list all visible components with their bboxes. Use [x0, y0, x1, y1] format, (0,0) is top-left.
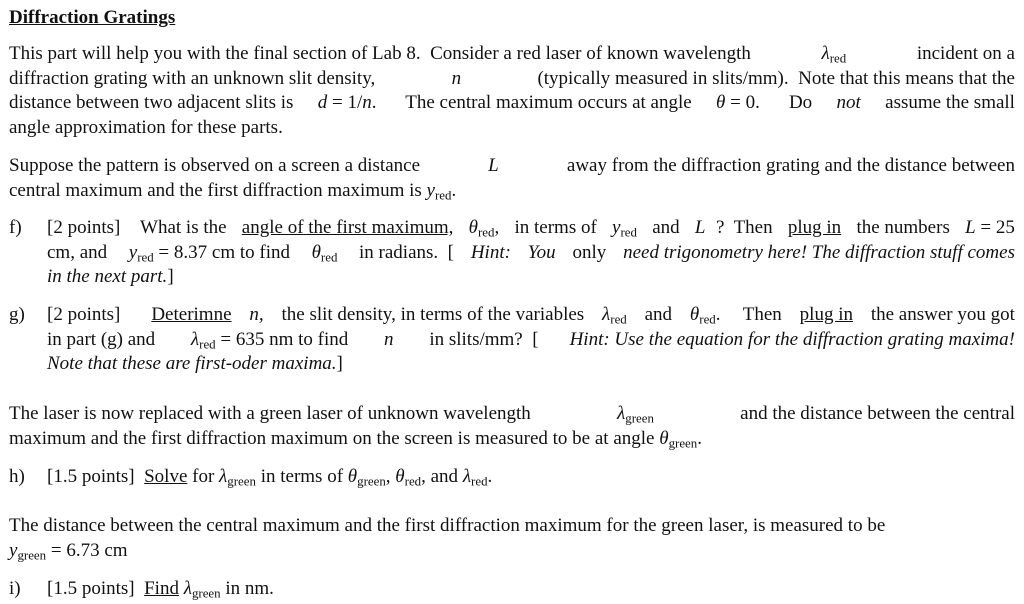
y-red-symbol: $y_{red}$: [612, 217, 637, 240]
lambda-red-symbol: $\lambda_{red}$.: [462, 466, 493, 489]
hint-text: Note that these are first-oder maxima.: [47, 353, 337, 374]
text: (typically measured in slits/mm). Note that this means that the: [532, 67, 1015, 89]
lambda-red-value: $\lambda_{red} = 635$ nm to find: [190, 328, 354, 352]
theta-red-symbol: $\theta_{red}$.: [689, 304, 721, 327]
underlined-text: Deterimne: [151, 304, 232, 325]
L-value: L = 25: [965, 217, 1015, 238]
text: for: [187, 466, 220, 487]
points: [1.5 points]: [47, 466, 135, 487]
hint-emphasis: only: [572, 241, 607, 263]
lambda-red-symbol: $\lambda_{red}$: [821, 43, 847, 66]
text: in nm.: [220, 578, 274, 599]
green-distance-paragraph: [9, 514, 1015, 563]
points: [1.5 points]: [47, 578, 135, 599]
points: [2 points]: [47, 217, 121, 238]
bracket: ]: [336, 353, 343, 374]
theta-green-symbol: $\theta_{green}$,: [347, 466, 396, 489]
text: cm, and: [47, 241, 112, 263]
bracket: ]: [167, 266, 174, 287]
text: and: [639, 304, 677, 325]
text: the slit density, in terms of the variables: [276, 304, 589, 325]
emphasis: not: [836, 92, 861, 113]
text: angle approximation for these parts.: [9, 116, 283, 138]
text: What is the: [130, 217, 232, 238]
text: and the distance between the central: [735, 403, 1015, 424]
text: in slits/mm? [: [424, 328, 539, 350]
y-red-value: $y_{red} = 8.37$ cm to find: [128, 241, 295, 265]
underlined-text: plug in: [799, 304, 853, 325]
theta-red-symbol: $\theta_{red}$: [311, 241, 338, 265]
n-symbol: n,: [244, 304, 264, 325]
hint-text: in the next part.: [47, 266, 168, 287]
y-red-symbol: $y_{red}$.: [426, 179, 457, 203]
theta-zero-equation: θ = 0.: [716, 92, 760, 113]
text: Do: [779, 92, 817, 113]
text: maximum and the first diffraction maximum on the screen is measured to be at angle: [9, 427, 660, 449]
section-title: Diffraction Gratings: [9, 7, 176, 28]
text: The distance between the central maximum and the first diffraction maximum for the green laser, is measured to be: [9, 515, 886, 536]
text: and: [430, 466, 463, 487]
intro-paragraph: [9, 42, 1015, 140]
text: incident on a: [912, 43, 1015, 64]
theta-red-symbol: $\theta_{red}$,: [468, 217, 500, 240]
underlined-text: Solve: [144, 466, 188, 487]
text: This part will help you with the final section of Lab 8. Consider a red laser of known wavelength: [9, 43, 756, 64]
question-label: h): [9, 466, 25, 487]
text: The central maximum occurs at angle: [396, 92, 697, 113]
question-label: g): [9, 304, 25, 325]
points: [2 points]: [47, 304, 121, 325]
underlined-text: angle of the first maximum,: [241, 217, 454, 238]
text: in terms of: [509, 217, 602, 238]
lambda-green-symbol: $\lambda_{green}$: [617, 403, 654, 426]
text: and: [647, 217, 685, 238]
text: away from the diffraction grating and the distance between: [562, 155, 1015, 176]
text: central maximum and the first diffraction maximum is: [9, 179, 427, 201]
n-symbol: n: [384, 328, 394, 350]
L-symbol: L: [488, 155, 499, 176]
question-label: f): [9, 217, 22, 238]
text: the numbers: [851, 217, 955, 238]
hint-text: need trigonometry here! The diffraction stuff comes: [623, 241, 1015, 263]
text: Then: [733, 304, 787, 325]
text: distance between two adjacent slits is: [9, 92, 299, 113]
hint-text: Hint: Use the equation for the diffraction grating maxima!: [569, 328, 1015, 350]
lambda-green-symbol: $\lambda_{green}$: [219, 466, 256, 489]
L-symbol: L: [694, 217, 706, 238]
lambda-red-symbol: $\lambda_{red}$: [602, 304, 627, 327]
screen-paragraph: [9, 154, 1015, 203]
text: in terms of: [255, 466, 348, 487]
hint-text: You: [527, 241, 556, 263]
text: ? Then: [715, 217, 778, 238]
text: diffraction grating with an unknown slit density,: [9, 67, 380, 89]
text: Suppose the pattern is observed on a screen a distance: [9, 155, 425, 176]
slit-spacing-equation: d = 1/n.: [317, 92, 377, 113]
text: The laser is now replaced with a green laser of unknown wavelength: [9, 403, 536, 424]
text: in radians. [: [354, 241, 454, 263]
text: in part (g) and: [47, 328, 160, 350]
underlined-text: plug in: [787, 217, 842, 238]
theta-red-symbol: $\theta_{red}$,: [395, 466, 431, 489]
hint-label: Hint:: [470, 241, 511, 263]
underlined-text: Find: [144, 578, 179, 599]
n-symbol: n: [451, 67, 462, 89]
green-laser-paragraph: [9, 402, 1015, 451]
text: assume the small: [880, 92, 1015, 113]
question-label: i): [9, 578, 21, 599]
lambda-green-symbol: $\lambda_{green}$: [183, 578, 221, 601]
theta-green-symbol: $\theta_{green}$.: [659, 427, 702, 451]
text: the answer you got: [866, 304, 1015, 325]
y-green-value: $y_{green} = 6.73$ cm: [9, 539, 128, 563]
